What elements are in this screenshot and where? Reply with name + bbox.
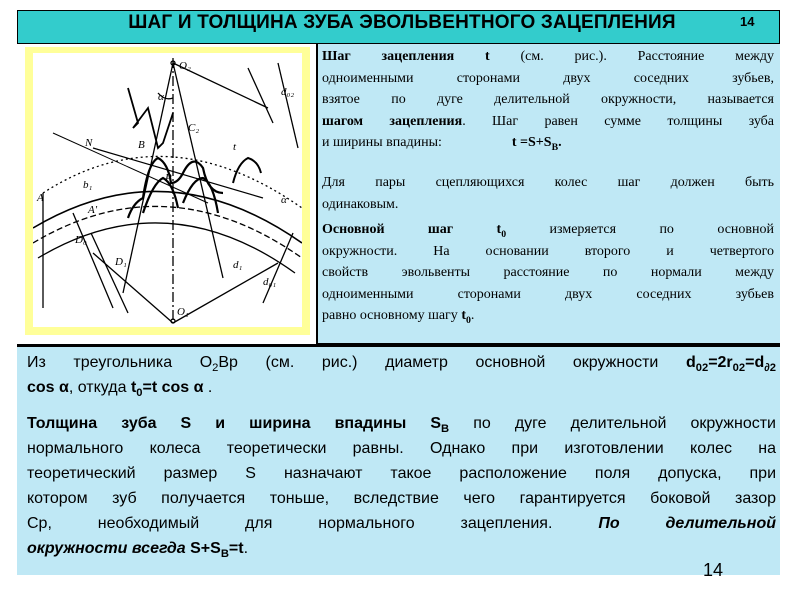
text-line: Для пары сцепляющихся колес шаг должен быть [322, 175, 774, 190]
pitch-sum-formula: $S+S_В=t$ [190, 540, 244, 561]
text-line: одноименными сторонами двух соседних зубьев [322, 286, 774, 302]
figure-label: P [165, 172, 172, 184]
figure-label: A' [88, 204, 98, 216]
text-line: измеряется по основной [506, 222, 775, 237]
text-line: теоретический размер S назначают такое расположение поля допуска, при [27, 465, 776, 482]
gear-mesh-diagram [33, 53, 302, 327]
base-diameter-paragraph: Из треугольника $О_2Вр$ (см. рис.) диаметр основной окружности $d_{02}=2r_{02}=d_{\partial 2}$ cos α, откуда $t_0=t$ cos α . [27, 354, 776, 400]
emphasis-text: По делительной [598, 515, 776, 532]
figure-label: d₁ [233, 259, 243, 271]
figure-label: O₁ [177, 306, 189, 318]
pitch-definition-paragraph [322, 46, 774, 154]
figure-label: D₁ [115, 256, 127, 268]
term-base-pitch: Основной шаг $t_0$ [322, 222, 507, 240]
base-pitch-formula: $t_0=t$ cos α [130, 379, 204, 400]
figure-label: α [281, 194, 287, 206]
text-line: одноименными сторонами двух соседних зубьев, [322, 70, 774, 86]
text-line: и ширины впадины: [322, 135, 442, 150]
term-pitch: Шаг зацепления t [322, 49, 490, 64]
figure-label: b₁ [83, 179, 93, 191]
text-line: свойств эвольвенты расстояние по нормали между [322, 265, 774, 280]
tooth-thickness-paragraph: Толщина зуба S и ширина впадины $S_В$ по дуге делительной окружности нормального колеса теоретически равны. Однако при изготовлении колес на теоретический размер S назначают такое расположение поля допуска, при котором зуб получается тоньше, вследствие чего гарантируется боковой зазор Ср, необходимый для нормального зацепления. По делительной окружности всегда $S+S_В=t$. [27, 415, 776, 561]
figure-label: O₂ [179, 60, 191, 72]
base-diameter-formula: $d_{02}=2r_{02}=d_{\partial 2}$ [685, 354, 776, 375]
text-line: нормального колеса теоретически равны. Однако при изготовлении колес на [27, 440, 776, 457]
text-line: котором зуб получается тоньше, вследствие чего гарантируется боковой зазор [27, 490, 776, 507]
text-line: . Шаг равен сумме толщины зуба [462, 113, 774, 129]
text-line: Ср, необходимый для нормального зацепления. [27, 515, 599, 532]
page-number: 14 [703, 560, 724, 580]
figure-label: t [233, 141, 237, 153]
figure-label: D₀ [75, 234, 87, 246]
cos-alpha: cos α [27, 379, 69, 396]
term-pitch-mesh: шагом зацепления [322, 113, 463, 129]
figure-label: A [37, 192, 44, 204]
text-line: Из треугольника О [27, 354, 213, 371]
text-line: взятое по дуге делительной окружности, называется [322, 92, 774, 107]
figure-label: B [138, 139, 145, 151]
figure-label: C₂ [188, 122, 200, 134]
figure-label: N [85, 137, 93, 149]
emphasis-text: окружности всегда [27, 540, 191, 557]
title-slide-number: 14 [740, 14, 755, 29]
text-line: по дуге делительной окружности [449, 415, 776, 432]
figure-label: α [158, 91, 164, 103]
figure-label: d₀₁ [263, 276, 277, 288]
tooth-thickness-term: Толщина зуба S и ширина впадины $S_В$ [27, 415, 450, 436]
text-line: окружности. На основании второго и четвертого [322, 243, 774, 259]
pitch-formula: $t =S+S_В$. [511, 135, 562, 153]
base-pitch-symbol: $t_0$ [461, 308, 471, 326]
base-pitch-paragraph: Основной шаг $t_0$ измеряется по основной окружности. На основании второго и четвертого свойств эвольвенты расстояние по нормали между одноименными сторонами двух соседних зубьев равно основному шагу $t_0$. [322, 222, 775, 326]
text-line: равно основному шагу [322, 308, 462, 323]
figure-label: d₀₂ [281, 86, 295, 98]
gear-mesh-figure [33, 53, 302, 327]
text-line: одинаковым. [322, 196, 399, 212]
text-line: (см. рис.). Расстояние между [489, 49, 774, 64]
slide-title: ШАГ И ТОЛЩИНА ЗУБА ЭВОЛЬВЕНТНОГО ЗАЦЕПЛЕНИЯ [128, 12, 676, 33]
pair-pitch-paragraph [322, 172, 774, 215]
